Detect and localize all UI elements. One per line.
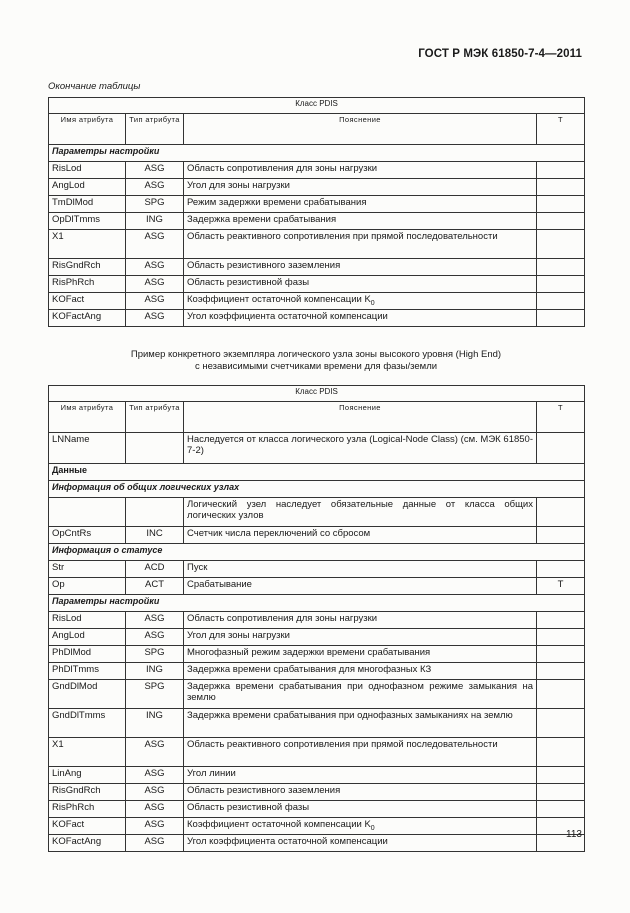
section-settings: Параметры настройки	[49, 145, 585, 162]
attr-name: KOFactAng	[49, 835, 126, 852]
attr-name: RisLod	[49, 612, 126, 629]
attr-type: ING	[126, 709, 184, 738]
attr-t	[537, 276, 585, 293]
attr-t	[537, 213, 585, 230]
table-row	[49, 646, 585, 663]
col-attr-type: Тип атрибута	[126, 114, 184, 145]
attr-desc: Задержка времени срабатывания при однофазном режиме замыкания на землю	[184, 680, 537, 709]
section-common-info: Информация об общих логических узлах	[49, 481, 585, 498]
attr-desc: Счетчик числа переключений со сбросом	[184, 527, 537, 544]
section-status: Информация о статусе	[49, 544, 585, 561]
attr-name: RisPhRch	[49, 276, 126, 293]
page-number: 113	[566, 829, 582, 840]
table-row	[49, 578, 585, 595]
attr-desc: Задержка времени срабатывания при однофазных замыканиях на землю	[184, 709, 537, 738]
attr-type: ASG	[126, 179, 184, 196]
table-row	[49, 162, 585, 179]
attr-name: GndDlTmms	[49, 709, 126, 738]
table-row	[49, 629, 585, 646]
attr-type: ASG	[126, 162, 184, 179]
section-settings: Параметры настройки	[49, 595, 585, 612]
attr-name: AngLod	[49, 629, 126, 646]
attr-t	[537, 629, 585, 646]
attr-desc: Область сопротивления для зоны нагрузки	[184, 612, 537, 629]
table-row	[49, 612, 585, 629]
table-row	[49, 818, 585, 835]
attr-name: X1	[49, 738, 126, 767]
table-row	[49, 738, 585, 767]
attr-type: ASG	[126, 276, 184, 293]
table-row	[49, 709, 585, 738]
attr-t	[537, 767, 585, 784]
attr-desc: Многофазный режим задержки времени срабатывания	[184, 646, 537, 663]
attr-name: Op	[49, 578, 126, 595]
col-t: Т	[537, 402, 585, 433]
attr-desc: Область сопротивления для зоны нагрузки	[184, 162, 537, 179]
attr-desc	[184, 818, 537, 835]
attr-type: ASG	[126, 784, 184, 801]
table-caption: Окончание таблицы	[48, 81, 141, 92]
attr-t	[537, 801, 585, 818]
attr-name: LNName	[49, 433, 126, 464]
subscript: 0	[370, 824, 375, 832]
attr-type: ASG	[126, 230, 184, 259]
attr-t	[537, 663, 585, 680]
attr-name: RisLod	[49, 162, 126, 179]
attr-desc-text: Коэффициент остаточной компенсации K	[187, 819, 371, 830]
attr-type: INC	[126, 527, 184, 544]
attr-desc: Угол коэффициента остаточной компенсации	[184, 310, 537, 327]
example-caption-line1: Пример конкретного экземпляра логического узла зоны высокого уровня (High End)	[130, 349, 502, 360]
attr-desc: Область резистивного заземления	[184, 784, 537, 801]
attr-type: ASG	[126, 738, 184, 767]
attr-name: OpDlTmms	[49, 213, 126, 230]
table-row	[49, 835, 585, 852]
attr-type: ASG	[126, 818, 184, 835]
example-caption-line2: с независимыми счетчиками времени для фазы/земли	[194, 361, 438, 372]
table-row	[49, 433, 585, 464]
attr-name: LinAng	[49, 767, 126, 784]
col-explanation: Пояснение	[184, 114, 537, 145]
attr-type: ASG	[126, 612, 184, 629]
subscript: 0	[370, 299, 375, 307]
table-row	[49, 663, 585, 680]
attr-desc: Наследуется от класса логического узла (Logical-Node Class) (см. МЭК 61850-7-2)	[184, 433, 537, 464]
class-title: Класс PDIS	[49, 98, 585, 114]
attr-desc: Задержка времени срабатывания для многофазных КЗ	[184, 663, 537, 680]
attr-name: AngLod	[49, 179, 126, 196]
table-row	[49, 179, 585, 196]
attr-t	[537, 293, 585, 310]
attr-desc: Режим задержки времени срабатывания	[184, 196, 537, 213]
col-attr-type: Тип атрибута	[126, 402, 184, 433]
attr-t	[537, 709, 585, 738]
attr-type: ACD	[126, 561, 184, 578]
attr-type: ASG	[126, 629, 184, 646]
example-caption	[48, 349, 584, 373]
table-row	[49, 680, 585, 709]
attr-desc: Область резистивной фазы	[184, 801, 537, 818]
attr-desc: Угол для зоны нагрузки	[184, 629, 537, 646]
attr-name: RisGndRch	[49, 259, 126, 276]
attr-name: PhDlTmms	[49, 663, 126, 680]
standard-header: ГОСТ Р МЭК 61850-7-4—2011	[418, 48, 582, 60]
attr-desc: Область реактивного сопротивления при прямой последовательности	[184, 230, 537, 259]
attr-name: GndDlMod	[49, 680, 126, 709]
attr-desc-text: Коэффициент остаточной компенсации K	[187, 294, 371, 305]
attr-name: TmDlMod	[49, 196, 126, 213]
attr-t	[537, 527, 585, 544]
table-row	[49, 527, 585, 544]
attr-type: ASG	[126, 835, 184, 852]
table-row	[49, 213, 585, 230]
attr-type: SPG	[126, 196, 184, 213]
attr-type: ASG	[126, 310, 184, 327]
attr-t	[537, 646, 585, 663]
table-row	[49, 801, 585, 818]
attr-type: SPG	[126, 646, 184, 663]
attr-name: RisPhRch	[49, 801, 126, 818]
table-row	[49, 196, 585, 213]
attr-t	[537, 196, 585, 213]
table-row	[49, 784, 585, 801]
table-row	[49, 561, 585, 578]
attr-type: ING	[126, 663, 184, 680]
attr-name: RisGndRch	[49, 784, 126, 801]
attr-desc: Область резистивного заземления	[184, 259, 537, 276]
attr-type: ASG	[126, 767, 184, 784]
table-row	[49, 276, 585, 293]
col-t: Т	[537, 114, 585, 145]
attr-desc: Угол для зоны нагрузки	[184, 179, 537, 196]
table-row	[49, 310, 585, 327]
table-row	[49, 767, 585, 784]
table-row	[49, 230, 585, 259]
attr-name: X1	[49, 230, 126, 259]
pdis-high-end-table	[48, 385, 585, 852]
attr-t	[537, 162, 585, 179]
attr-desc: Область резистивной фазы	[184, 276, 537, 293]
col-explanation: Пояснение	[184, 402, 537, 433]
attr-t	[537, 259, 585, 276]
attr-type: ASG	[126, 259, 184, 276]
attr-type	[126, 433, 184, 464]
attr-type: ASG	[126, 801, 184, 818]
col-attr-name: Имя атрибута	[49, 402, 126, 433]
attr-name: KOFact	[49, 818, 126, 835]
attr-desc: Срабатывание	[184, 578, 537, 595]
attr-name: KOFactAng	[49, 310, 126, 327]
attr-t	[537, 561, 585, 578]
attr-desc: Угол линии	[184, 767, 537, 784]
attr-type: ACT	[126, 578, 184, 595]
attr-desc: Пуск	[184, 561, 537, 578]
attr-t	[537, 680, 585, 709]
attr-t	[537, 738, 585, 767]
attr-desc	[184, 293, 537, 310]
attr-name: OpCntRs	[49, 527, 126, 544]
class-title: Класс PDIS	[49, 386, 585, 402]
attr-type: ING	[126, 213, 184, 230]
attr-type: SPG	[126, 680, 184, 709]
table-row	[49, 498, 585, 527]
pdis-table-end	[48, 97, 585, 327]
attr-name: PhDlMod	[49, 646, 126, 663]
table-row	[49, 259, 585, 276]
attr-t: Т	[537, 578, 585, 595]
attr-t	[537, 784, 585, 801]
attr-desc: Логический узел наследует обязательные данные от класса общих логических узлов	[184, 498, 537, 527]
attr-type: ASG	[126, 293, 184, 310]
attr-t	[537, 433, 585, 464]
attr-name: Str	[49, 561, 126, 578]
table-row	[49, 293, 585, 310]
attr-desc: Задержка времени срабатывания	[184, 213, 537, 230]
section-data: Данные	[49, 464, 585, 481]
attr-desc: Область реактивного сопротивления при прямой последовательности	[184, 738, 537, 767]
attr-name: KOFact	[49, 293, 126, 310]
attr-t	[537, 612, 585, 629]
col-attr-name: Имя атрибута	[49, 114, 126, 145]
attr-desc: Угол коэффициента остаточной компенсации	[184, 835, 537, 852]
attr-t	[537, 310, 585, 327]
attr-t	[537, 230, 585, 259]
attr-t	[537, 179, 585, 196]
